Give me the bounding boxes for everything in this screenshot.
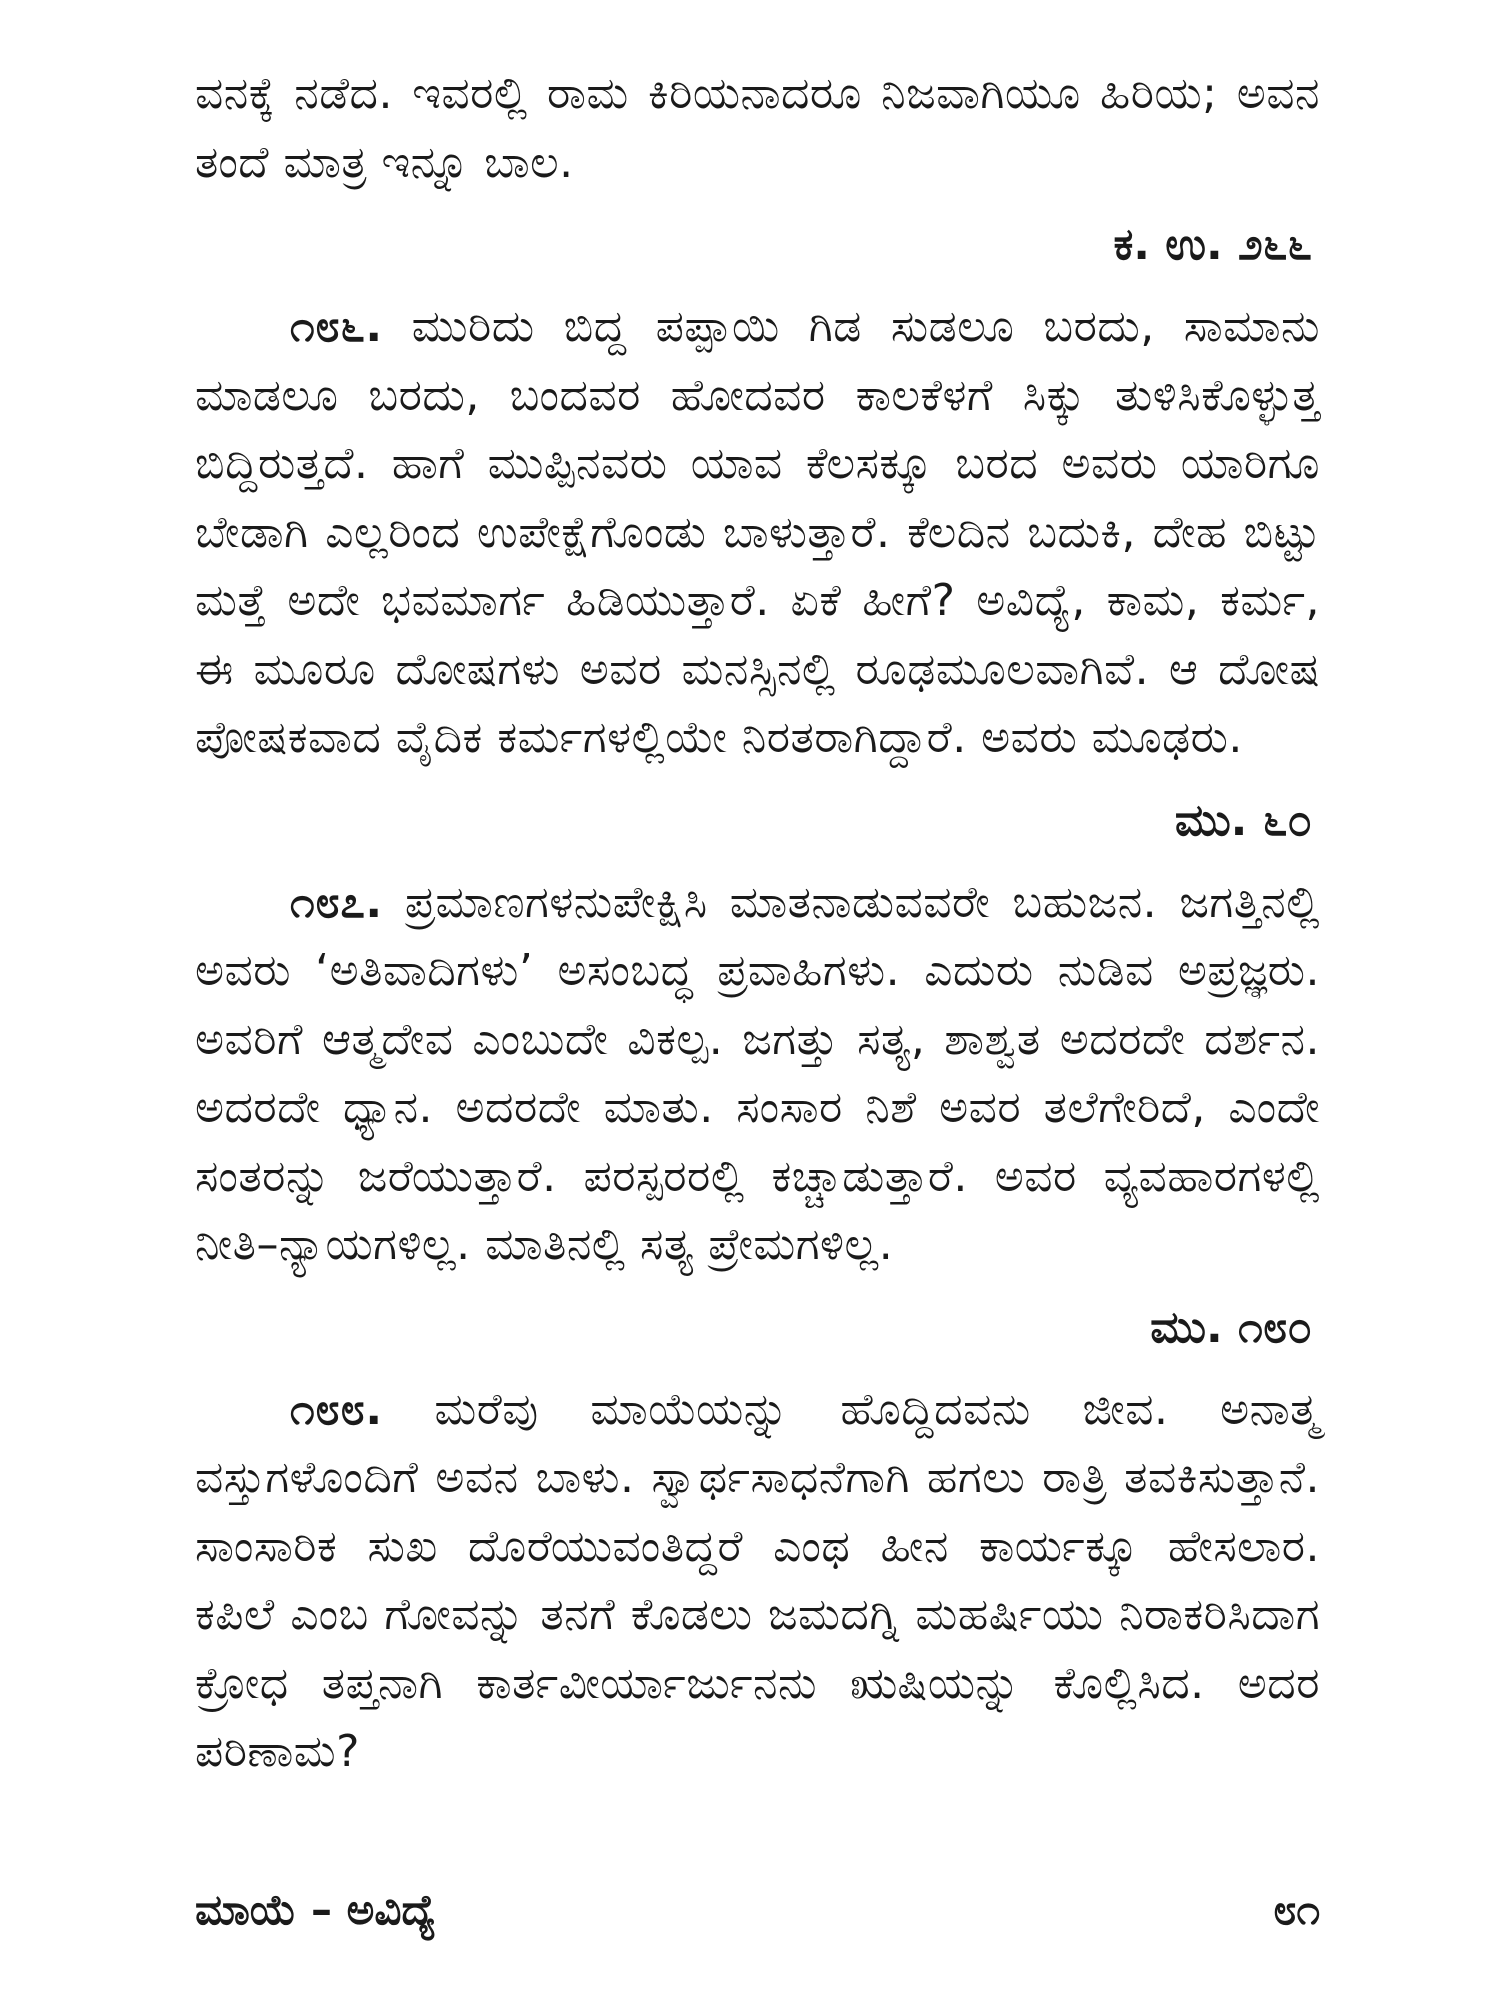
paragraph-text: ಪ್ರಮಾಣಗಳನುಪೇಕ್ಷಿಸಿ ಮಾತನಾಡುವವರೇ ಬಹುಜನ. ಜಗತ್ತಿನಲ್ಲಿ ಅವರು ‘ಅತಿವಾದಿಗಳು’ ಅಸಂಬದ್ಧ ಪ್ರವಾಹಿಗಳು. ಎದುರು ನುಡಿವ ಅಪ್ರಜ್ಞರು. ಅವರಿಗೆ ಆತ್ಮದೇವ ಎಂಬುದೇ ವಿಕಲ್ಪ. ಜಗತ್ತು ಸತ್ಯ, ಶಾಶ್ವತ ಅದರದೇ ದರ್ಶನ. ಅದರದೇ ಧ್ಯಾನ. ಅದರದೇ ಮಾತು. ಸಂಸಾರ ನಿಶೆ ಅವರ ತಲೆಗೇರಿದೆ, ಎಂದೇ ಸಂತರನ್ನು ಜರೆಯುತ್ತಾರೆ. ಪರಸ್ಪರರಲ್ಲಿ ಕಚ್ಚಾಡುತ್ತಾರೆ. ಅವರ ವ್ಯವಹಾರಗಳಲ್ಲಿ ನೀತಿ–ನ್ಯಾಯಗಳಿಲ್ಲ. ಮಾತಿನಲ್ಲಿ ಸತ್ಯ ಪ್ರೇಮಗಳಿಲ್ಲ. (195, 876, 1320, 1270)
section-187 (195, 869, 1320, 1280)
paragraph-187 (195, 869, 1320, 1280)
paragraph-186 (195, 293, 1320, 773)
intro-paragraph: ವನಕ್ಕೆ ನಡೆದ. ಇವರಲ್ಲಿ ರಾಮ ಕಿರಿಯನಾದರೂ ನಿಜವಾಗಿಯೂ ಹಿರಿಯ; ಅವನ ತಂದೆ ಮಾತ್ರ ಇನ್ನೂ ಬಾಲ. (195, 68, 1320, 188)
reference-2: ಮು. ೬೦ (1174, 794, 1312, 846)
page-footer (195, 1885, 1320, 1935)
paragraph-number: ೧೮೬. (290, 301, 383, 352)
section-186 (195, 293, 1320, 773)
section-188 (195, 1376, 1320, 1787)
paragraph-number: ೧೮೮. (290, 1383, 383, 1435)
paragraph-number: ೧೮೭. (290, 876, 383, 928)
reference-3: ಮು. ೧೮೦ (1150, 1301, 1312, 1353)
footer-title: ಮಾಯೆ – ಅವಿದ್ಯೆ (195, 1885, 437, 1934)
book-page (195, 60, 1320, 1940)
paragraph-text: ಮುರಿದು ಬಿದ್ದ ಪಪ್ಪಾಯಿ ಗಿಡ ಸುಡಲೂ ಬರದು, ಸಾಮಾನು ಮಾಡಲೂ ಬರದು, ಬಂದವರ ಹೋದವರ ಕಾಲಕೆಳಗೆ ಸಿಕ್ಕು ತುಳಿಸಿಕೊಳ್ಳುತ್ತ ಬಿದ್ದಿರುತ್ತದೆ. ಹಾಗೆ ಮುಪ್ಪಿನವರು ಯಾವ ಕೆಲಸಕ್ಕೂ ಬರದ ಅವರು ಯಾರಿಗೂ ಬೇಡಾಗಿ ಎಲ್ಲರಿಂದ ಉಪೇಕ್ಷೆಗೊಂಡು ಬಾಳುತ್ತಾರೆ. ಕೆಲದಿನ ಬದುಕಿ, ದೇಹ ಬಿಟ್ಟು ಮತ್ತೆ ಅದೇ ಭವಮಾರ್ಗ ಹಿಡಿಯುತ್ತಾರೆ. ಏಕೆ ಹೀಗೆ? ಅವಿದ್ಯೆ, ಕಾಮ, ಕರ್ಮ, ಈ ಮೂರೂ ದೋಷಗಳು ಅವರ ಮನಸ್ಸಿನಲ್ಲಿ ರೂಢಮೂಲವಾಗಿವೆ. ಆ ದೋಷ ಪೋಷಕವಾದ ವೈದಿಕ ಕರ್ಮಗಳಲ್ಲಿಯೇ ನಿರತರಾಗಿದ್ದಾರೆ. ಅವರು ಮೂಢರು. (195, 301, 1320, 763)
paragraph-188 (195, 1376, 1320, 1787)
reference-1: ಕ. ಉ. ೨೬೬ (1113, 219, 1312, 270)
page-number: ೮೧ (1272, 1885, 1320, 1934)
paragraph-text: ಮರೆವು ಮಾಯೆಯನ್ನು ಹೊದ್ದಿದವನು ಜೀವ. ಅನಾತ್ಮ ವಸ್ತುಗಳೊಂದಿಗೆ ಅವನ ಬಾಳು. ಸ್ವಾರ್ಥಸಾಧನೆಗಾಗಿ ಹಗಲು ರಾತ್ರಿ ತವಕಿಸುತ್ತಾನೆ. ಸಾಂಸಾರಿಕ ಸುಖ ದೊರೆಯುವಂತಿದ್ದರೆ ಎಂಥ ಹೀನ ಕಾರ್ಯಕ್ಕೂ ಹೇಸಲಾರ. ಕಪಿಲೆ ಎಂಬ ಗೋವನ್ನು ತನಗೆ ಕೊಡಲು ಜಮದಗ್ನಿ ಮಹರ್ಷಿಯು ನಿರಾಕರಿಸಿದಾಗ ಕ್ರೋಧ ತಪ್ತನಾಗಿ ಕಾರ್ತವೀರ್ಯಾರ್ಜುನನು ಋಷಿಯನ್ನು ಕೊಲ್ಲಿಸಿದ. ಅದರ ಪರಿಣಾಮ? (195, 1383, 1320, 1777)
